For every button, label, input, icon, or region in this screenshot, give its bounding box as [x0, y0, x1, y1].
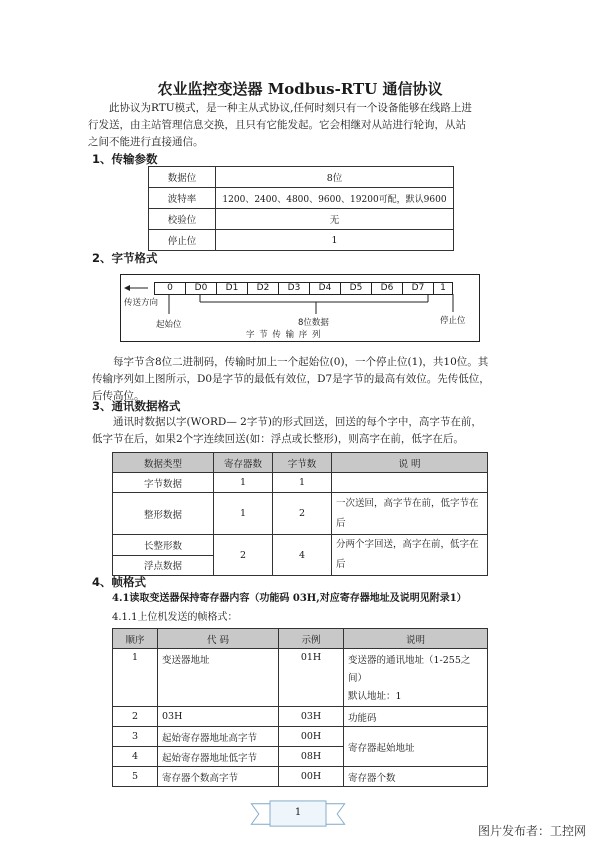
cell: 浮点数据	[113, 555, 214, 576]
section-2-heading: 2、字节格式	[92, 251, 158, 265]
arrow-left-icon	[124, 285, 130, 291]
param-value: 无	[216, 209, 454, 230]
col-header: 说 明	[332, 453, 488, 473]
cell: 起始寄存器地址低字节	[158, 747, 279, 767]
section-3-heading: 3、通讯数据格式	[92, 399, 181, 413]
cell-line: 变送器的通讯地址（1-255之间）	[348, 655, 471, 684]
param-name: 停止位	[149, 230, 216, 251]
cell	[332, 473, 488, 493]
bit-cell: D4	[309, 282, 340, 295]
cell: 1	[214, 473, 273, 493]
frame-format-table	[112, 628, 488, 787]
col-header: 示例	[279, 629, 344, 649]
param-value: 1	[216, 230, 454, 251]
subsection-4-1-1: 4.1.1上位机发送的帧格式：	[112, 612, 238, 623]
cell: 寄存器起始地址	[344, 727, 488, 767]
param-value: 8位	[216, 167, 454, 188]
start-bit-label: 起始位	[156, 320, 182, 330]
cell: 长整形数	[113, 535, 214, 556]
cell: 01H	[279, 649, 344, 707]
bit-cell: 1	[433, 282, 453, 295]
watermark: 图片发布者：工控网	[477, 824, 586, 838]
col-header: 寄存器数	[214, 453, 273, 473]
cell: 起始寄存器地址高字节	[158, 727, 279, 747]
bit-cell: D5	[340, 282, 371, 295]
cell: 2	[113, 707, 158, 727]
cell	[344, 649, 488, 707]
cell: 00H	[279, 767, 344, 787]
cell: 08H	[279, 747, 344, 767]
col-header: 字节数	[273, 453, 332, 473]
stop-bit-label: 停止位	[440, 316, 466, 326]
diagram-caption: 字 节 传 输 序 列	[246, 330, 322, 340]
cell: 4	[273, 535, 332, 576]
cell: 1	[113, 649, 158, 707]
cell: 寄存器个数高字节	[158, 767, 279, 787]
cell: 2	[214, 535, 273, 576]
col-header: 数据类型	[113, 453, 214, 473]
subsection-4-1: 4.1读取变送器保持寄存器内容（功能码 03H,对应寄存器地址及说明见附录1）	[112, 593, 467, 604]
cell: 功能码	[344, 707, 488, 727]
param-value: 1200、2400、4800、9600、19200可配，默认9600	[216, 188, 454, 209]
data-format-table	[112, 452, 488, 576]
param-name: 数据位	[149, 167, 216, 188]
data-format-desc: 通讯时数据以字(WORD— 2字节)的形式回送，回送的每个字中，高字节在前，低字节在后，如果2个字连续回送(如：浮点或长整形)，则高字在前，低字在后。	[92, 416, 482, 445]
transmission-params-table	[148, 166, 454, 251]
col-header: 说明	[344, 629, 488, 649]
cell: 3	[113, 727, 158, 747]
bit-cell: 0	[154, 282, 185, 295]
bit-cell: D7	[402, 282, 433, 295]
cell: 1	[273, 473, 332, 493]
cell: 分两个字回送，高字在前，低字在后	[332, 535, 488, 576]
intro-paragraph: 此协议为RTU模式，是一种主从式协议,任何时刻只有一个设备能够在线路上进行发送，由主站管理信息交换，且只有它能发起。它会相继对从站进行轮询，从站之间不能进行直接通信。	[88, 102, 472, 148]
cell: 4	[113, 747, 158, 767]
cell: 字节数据	[113, 473, 214, 493]
cell: 03H	[158, 707, 279, 727]
cell: 03H	[279, 707, 344, 727]
cell: 5	[113, 767, 158, 787]
data-bits-label: 8位数据	[298, 318, 329, 328]
cell: 整形数据	[113, 493, 214, 535]
cell-line: 默认地址：1	[348, 691, 402, 702]
cell: 变送器地址	[158, 649, 279, 707]
bit-cell: D6	[371, 282, 402, 295]
col-header: 代 码	[158, 629, 279, 649]
cell: 1	[214, 493, 273, 535]
bit-cell: D3	[278, 282, 309, 295]
cell: 00H	[279, 727, 344, 747]
param-name: 波特率	[149, 188, 216, 209]
cell: 一次送回，高字节在前，低字节在后	[332, 493, 488, 535]
bit-cell: D2	[247, 282, 278, 295]
cell: 2	[273, 493, 332, 535]
page-number: 1	[294, 807, 302, 818]
byte-format-desc: 每字节含8位二进制码，传输时加上一个起始位(0)，一个停止位(1)，共10位。其传输序列如上图所示，D0是字节的最低有效位，D7是字节的最高有效位。先传低位，后传高位。	[92, 356, 490, 402]
section-4-heading: 4、帧格式	[92, 575, 147, 589]
bit-cell: D1	[216, 282, 247, 295]
param-name: 校验位	[149, 209, 216, 230]
cell: 寄存器个数	[344, 767, 488, 787]
direction-label: 传送方向	[124, 298, 159, 308]
bit-cell: D0	[185, 282, 216, 295]
col-header: 顺序	[113, 629, 158, 649]
section-1-heading: 1、传输参数	[92, 152, 158, 166]
page-title: 农业监控变送器 Modbus-RTU 通信协议	[157, 80, 443, 98]
